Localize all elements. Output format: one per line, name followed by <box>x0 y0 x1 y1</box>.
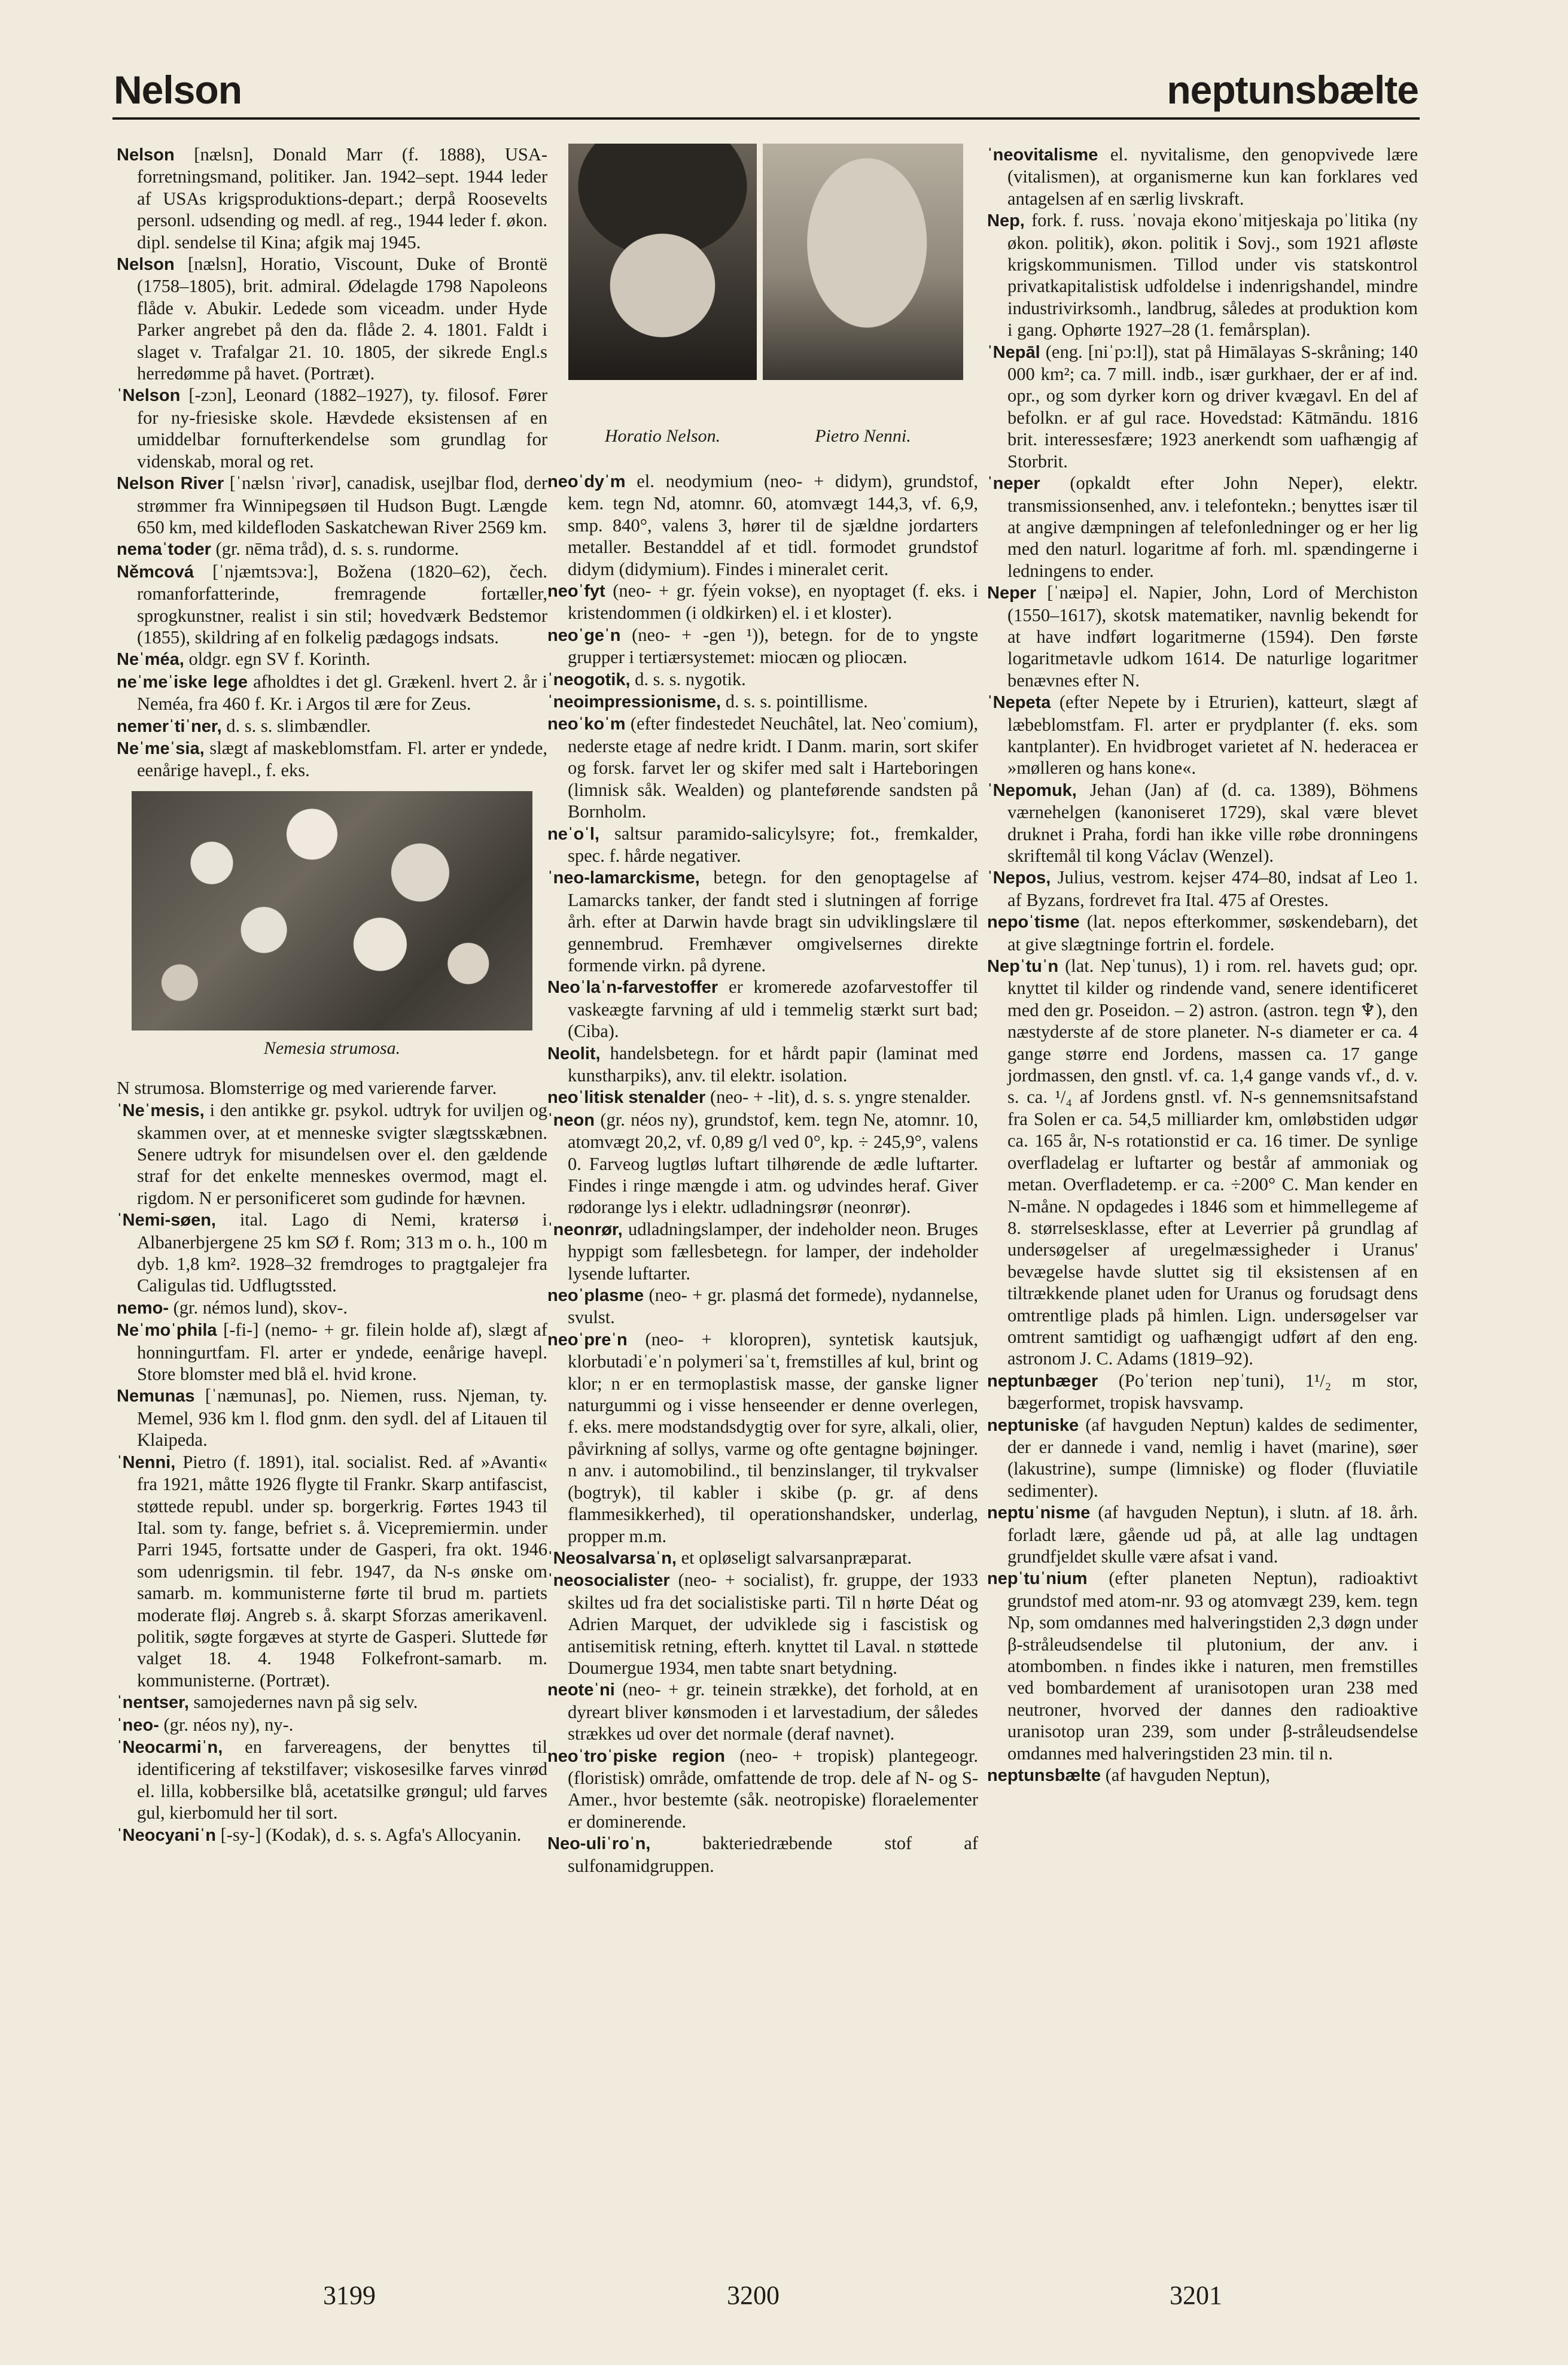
entry-headword: Neo-uliˈroˈn, <box>547 1834 651 1854</box>
dictionary-entry <box>547 1218 978 1284</box>
dictionary-entry <box>117 1736 547 1824</box>
entry-headword: ˈNeocyaniˈn <box>117 1825 216 1845</box>
dictionary-entry <box>987 1501 1418 1567</box>
entry-definition: (neo- + tropisk) plantegeogr. (floristisk) område, omfattende de trop. dele af N- og S-Amer., hvor bestemte (såk. neotropiske) floraelementer er dominerende. <box>568 1745 979 1832</box>
entry-definition: (opkaldt efter John Neper), elektr. transmissionsenhed, anv. i telefontekn.; benyttes især til at angive dæmpningen af telefonledninger og er her lig med den naturl. logaritme af forh. ml. spændingerne i ledningens to ender. <box>1007 473 1418 581</box>
dictionary-entry <box>547 1745 978 1833</box>
entry-headword: neˈoˈl, <box>547 824 599 844</box>
column-2 <box>547 470 978 1877</box>
entry-definition: d. s. s. nygotik. <box>635 668 746 689</box>
entry-definition: bakteriedræbende stof af sulfonamidgruppen. <box>568 1833 978 1876</box>
entry-headword: Nepˈtuˈn <box>987 957 1059 977</box>
dictionary-entry <box>117 472 547 538</box>
dictionary-entry <box>117 1385 547 1451</box>
pietro-nenni-portrait <box>763 144 963 380</box>
entry-headword: ˈNeosalvarsaˈn, <box>547 1548 677 1568</box>
entry-definition: [-fi-] (nemo- + gr. filein holde af), slægt af honningurtfam. Fl. arter er yndede, eenårige havepl. Store blomster med blå el. hvid krone. <box>137 1320 548 1385</box>
entry-headword: nemo- <box>117 1298 169 1318</box>
dictionary-entry <box>987 691 1418 779</box>
entry-definition: [nælsn], Donald Marr (f. 1888), USA-forretningsmand, politiker. Jan. 1942–sept. 1944 leder af USAs krigsproduktions-depart.; derpå Roosevelts personl. udsending og medl. af reg., 1944 leder f. økon. dipl. sendelse til Kina; afgik maj 1945. <box>137 144 547 253</box>
dictionary-entry <box>987 1764 1418 1786</box>
entry-headword: ˈneosocialister <box>547 1571 670 1591</box>
dictionary-entry <box>547 867 978 976</box>
entry-definition: udladningslamper, der indeholder neon. Bruges hyppigt som fællesbetegn. for lamper, der indeholder lysende luftarter. <box>568 1218 978 1284</box>
dictionary-entry <box>117 671 547 715</box>
entry-definition: slægt af maskeblomstfam. Fl. arter er yndede, eenårige havepl., f. eks. <box>137 737 547 781</box>
dictionary-entry <box>987 1414 1418 1502</box>
dictionary-entry <box>117 648 547 670</box>
nemesia-figure <box>117 791 547 1072</box>
entry-definition: [ˈnjæmtsɔva:], Božena (1820–62), čech. romanforfatterinde, fremragende fortæller, sprogkunstner, realist i sin stil; hovedværk Bedstemor (1855), skildring af en folkelig pædagogs indsats. <box>137 561 547 648</box>
entry-definition: [-sy-] (Kodak), d. s. s. Agfa's Allocyanin. <box>220 1824 522 1845</box>
entry-headword: neoˈlitisk stenalder <box>547 1088 706 1108</box>
entry-definition: i den antikke gr. psykol. udtryk for uviljen og skammen over, at et menneske svigter slægtsskæbnen. Senere udtryk for misundelsen over el. den gældende straf for det enkelte menneskes overmod, magt el. rigdom. N er personificeret som gudinde for hævnen. <box>137 1100 548 1208</box>
dictionary-entry <box>547 1832 978 1877</box>
entry-definition: (neo- + gr. teinein strække), det forhold, at en dyreart bliver kønsmoden i et larvestadium, der således strækkes ud over det normale (deraf navnet). <box>568 1679 978 1744</box>
nemesia-photo <box>132 791 532 1030</box>
entry-definition: oldgr. egn SV f. Korinth. <box>188 649 371 670</box>
entry-headword: ˈneper <box>987 474 1040 494</box>
column-3 <box>987 144 1418 1786</box>
dictionary-entry <box>117 1451 547 1691</box>
dictionary-entry <box>987 209 1418 341</box>
nenni-caption: Pietro Nenni. <box>815 426 911 446</box>
dictionary-entry <box>547 1086 978 1108</box>
entry-definition: (gr. némos lund), skov-. <box>173 1297 348 1318</box>
entry-definition: (af havguden Neptun), <box>1105 1765 1270 1786</box>
entry-headword: neoˈdyˈm <box>547 472 626 491</box>
entry-headword: neptunbæger <box>987 1371 1098 1391</box>
entry-definition: (neo- + gr. plasmá det formede), nydannelse, svulst. <box>568 1285 979 1328</box>
entry-headword: nepˈtuˈnium <box>987 1569 1088 1589</box>
dictionary-entry <box>117 561 547 649</box>
entry-headword: nemaˈtoder <box>117 540 211 560</box>
dictionary-entry <box>547 668 978 691</box>
entry-definition: ital. Lago di Nemi, kratersø i Albanerbjergene 25 km SØ f. Rom; 313 m o. h., 100 m dyb. 1,8 km². 1928–32 fremdroges to pragtgalejer fra Caligulas tid. Udflugtssted. <box>137 1209 547 1296</box>
dictionary-entry <box>987 1370 1418 1414</box>
entry-headword: Nelson <box>117 145 175 165</box>
dictionary-entry <box>987 472 1418 582</box>
entry-headword: Němcová <box>117 562 194 582</box>
entry-definition: el. neodymium (neo- + didym), grundstof, kem. tegn Nd, atomnr. 60, atomvægt 144,3, vf. 6,9, smp. 840°, valens 3, hører til de sjældne jordarters metaller. Bestanddel af et tidl. formodet grundstof didym (didymium). Findes i mineralet cerit. <box>568 471 978 579</box>
entry-headword: ˈNelson <box>117 386 181 406</box>
dictionary-entry <box>987 582 1418 691</box>
entry-headword: ˈNepeta <box>987 693 1051 713</box>
entry-headword: Neoˈlaˈn-farvestoffer <box>547 978 718 998</box>
horatio-nelson-portrait <box>568 144 757 380</box>
entry-definition: Jehan (Jan) af (d. ca. 1389), Böhmens værnehelgen (kanoniseret 1729), skal være blevet druknet i Praha, fordi han ikke ville røbe dronningens skriftemål til kong Václav (Wenzel). <box>1007 779 1418 866</box>
dictionary-entry <box>987 911 1418 955</box>
entry-definition: (gr. nēma tråd), d. s. s. rundorme. <box>215 539 459 560</box>
entry-headword: ˈneogotik, <box>547 670 631 689</box>
entry-headword: neptunsbælte <box>987 1766 1101 1786</box>
horatio-caption: Horatio Nelson. <box>604 426 721 446</box>
entry-definition: [ˈnælsn ˈrivər], canadisk, usejlbar flod, der strømmer fra Winnipegsøen til Hudson Bugt. Længde 650 km, med kildefloden Saskatchewan River 2569 km. <box>137 473 548 537</box>
dictionary-entry <box>987 144 1418 209</box>
entry-headword: ˈNepomuk, <box>987 780 1077 800</box>
dictionary-entry <box>547 580 978 624</box>
entry-definition: d. s. s. pointillisme. <box>725 691 868 712</box>
dictionary-entry <box>547 976 978 1042</box>
dictionary-entry <box>117 1714 547 1736</box>
entry-headword: neoˈplasme <box>547 1286 644 1306</box>
page-number-middle: 3200 <box>727 2281 780 2310</box>
running-head-right: neptunsbælte <box>1167 68 1418 112</box>
entry-definition: (neo- + socialist), fr. gruppe, der 1933 skiltes ud fra det socialistiske parti. Til n hørte Déat og Adrien Marquet, der udviklede sig i fascistisk og antisemitisk retning, efterh. knyttet til Laval. n støttede Doumergue 1934, men tabte snart betydning. <box>568 1570 979 1678</box>
dictionary-entry <box>117 1077 547 1099</box>
dictionary-entry <box>117 1297 547 1319</box>
entry-definition: [ˈnæipə] el. Napier, John, Lord of Merchiston (1550–1617), skotsk matematiker, navnlig bekendt for at have indført logaritmerne (1594). Den første logaritmetavle udkom 1614. De naturlige logaritmer benævnes efter N. <box>1007 582 1418 691</box>
entry-headword: neptuniske <box>987 1415 1079 1435</box>
entry-definition: (lat. nepos efterkommer, søskendebarn), det at give slægtninge fortrin el. fordele. <box>1007 911 1418 954</box>
nemesia-caption: Nemesia strumosa. <box>263 1038 401 1058</box>
entry-definition: Pietro (f. 1891), ital. socialist. Red. af »Avanti« fra 1921, måtte 1926 flygte til Frankr. Skarp antifascist, støttede republ. under sp. borgerkrig. Førtes 1943 til Ital. som ty. fange, befriet s. å. Vicepremiermin. under Parri 1945, fortsatte under de Gasperi, fra okt. 1946 som udenrigsmin. til febr. 1947, da N-s ønske om samarb. m. kommunisterne førte til brud m. partiets moderate fløj. Angreb s. å. skarpt Sforzas amerikavenl. politik, søgte forgæves at styrte de Gasperi. Sluttede før valget 18. 4. 1948 Folkefront-samarb. m. kommunisterne. (Portræt). <box>137 1451 548 1691</box>
dictionary-entry <box>117 1319 547 1385</box>
dictionary-entry <box>987 341 1418 472</box>
dictionary-entry <box>117 1099 547 1209</box>
dictionary-entry <box>547 624 978 668</box>
dictionary-entry <box>547 823 978 867</box>
entry-headword: Nelson River <box>117 474 224 494</box>
entry-definition: (neo- + -lit), d. s. s. yngre stenalder. <box>710 1087 971 1108</box>
entry-headword: ˈNemi-søen, <box>117 1211 216 1230</box>
entry-definition: (af havguden Neptun) kaldes de sedimenter, der er dannede i vand, nemlig i havet (marine), søer (lakustrine), sumpe (limniske) og floder (fluviatile sedimenter). <box>1007 1414 1418 1501</box>
entry-definition: (neo- + -gen ¹)), betegn. for de to yngste grupper i tertiærsystemet: miocæn og pliocæn. <box>568 624 978 668</box>
entry-headword: Neper <box>987 583 1037 603</box>
entry-definition: (efter Nepete by i Etrurien), katteurt, slægt af læbeblomstfam. Fl. arter er prydplanter (f. eks. som kantplanter). En hvidbroget varietet af N. hederacea er »mølleren og hans kone«. <box>1007 692 1418 779</box>
dictionary-entry <box>117 384 547 472</box>
entry-definition: (Poˈterion nepˈtuni), 1¹/₂ m stor, bægerformet, tropisk havsvamp. <box>1007 1370 1418 1413</box>
entry-headword: neoteˈni <box>547 1680 615 1700</box>
entry-definition: (eng. [niˈpɔ:l]), stat på Himālayas S-skråning; 140 000 km²; ca. 7 mill. indb., især gurkhaer, der er af ind. opr., og som dyrker korn og driver kvægavl. En del af befolkn. er af gul race. Hovedstad: Kātmāndu. 1816 brit. interessesfære; 1923 anerkendt som uafhængig af Storbrit. <box>1007 341 1418 472</box>
entry-definition: d. s. s. slimbændler. <box>226 715 371 736</box>
entry-headword: ˈneonrør, <box>547 1220 623 1239</box>
dictionary-entry <box>547 713 978 822</box>
entry-headword: neoˈkoˈm <box>547 715 626 734</box>
entry-headword: ˈNeˈmesis, <box>117 1101 205 1121</box>
entry-headword: neoˈgeˈn <box>547 625 621 645</box>
dictionary-entry <box>987 955 1418 1370</box>
entry-headword: Nep, <box>987 211 1025 231</box>
entry-headword: ˈneon <box>547 1110 595 1130</box>
entry-definition: samojedernes navn på sig selv. <box>193 1692 418 1713</box>
dictionary-entry <box>117 1691 547 1713</box>
dictionary-entry <box>547 470 978 580</box>
dictionary-entry <box>987 867 1418 911</box>
dictionary-entry <box>547 1329 978 1547</box>
dictionary-entry <box>547 1284 978 1329</box>
entry-definition: (gr. néos ny), ny-. <box>163 1714 294 1735</box>
entry-headword: ˈneo-lamarckisme, <box>547 868 700 888</box>
entry-headword: nemerˈtiˈner, <box>117 716 222 736</box>
entry-headword: neptuˈnisme <box>987 1503 1091 1523</box>
entry-definition: afholdtes i det gl. Grækenl. hvert 2. år i Neméa, fra 460 f. Kr. i Argos til ære for Zeus. <box>137 671 547 715</box>
entry-definition: (neo- + gr. fýein vokse), en nyoptaget (f. eks. i kristendommen (i oldkirken) el. i et kloster). <box>568 580 979 624</box>
entry-headword: ˈNenni, <box>117 1452 176 1472</box>
dictionary-entry <box>117 1209 547 1297</box>
entry-headword: ˈNeocarmiˈn, <box>117 1737 223 1757</box>
dictionary-entry <box>987 779 1418 867</box>
dictionary-entry <box>117 737 547 782</box>
entry-headword: Neˈméa, <box>117 650 184 670</box>
page-number-left: 3199 <box>323 2281 376 2310</box>
running-head-left: Nelson <box>114 68 242 112</box>
entry-definition: [nælsn], Horatio, Viscount, Duke of Brontë (1758–1805), brit. admiral. Ødelagde 1798 Napoleons flåde v. Abukir. Ledede som viceadm. under Hyde Parker angrebet på den da. flåde 2. 4. 1801. Faldt i slaget v. Trafalgar 21. 10. 1805, der sikrede Engl.s herredømme på havet. (Portræt). <box>137 254 548 384</box>
entry-definition: betegn. for den genoptagelse af Lamarcks tanker, der fandt sted i slutningen af forrige årh. efter at Darwin havde bragt sin udviklingslære til gennembrud. Fremhæver omgivelsernes direkte formende virkn. på dyrene. <box>568 867 979 975</box>
entry-headword: neoˈfyt <box>547 582 605 601</box>
entry-headword: Neˈmoˈphila <box>117 1321 217 1340</box>
entry-definition: (efter planeten Neptun), radioaktivt grundstof med atom-nr. 93 og atomvægt 239, kem. tegn Np, som omdannes med halveringstiden 2,3 døgn under β-stråleudsendelse til plutonium, der anv. i atombomben. n findes ikke i naturen, men fremstilles ved bombardement af uranisotopen uran 238 med neutroner, hvorved der dannes den radioaktive uranisotop uran 239, som under β-stråleudsendelse omdannes med halveringstiden 23 min. til n. <box>1007 1568 1418 1764</box>
entry-definition: (efter findestedet Neuchâtel, lat. Neoˈcomium), nederste etage af nedre kridt. I Danm. marin, sort skifer og forsk. farvet ler og skifer med salt i Harteboringen (limnisk såk. Wealden) og planteførende sandsten på Bornholm. <box>568 713 979 822</box>
dictionary-entry <box>117 538 547 560</box>
entry-definition: er kromerede azofarvestoffer til vaskeægte farvning af uld i temmelig stærkt surt bad; (Ciba). <box>568 977 978 1042</box>
dictionary-entry <box>547 691 978 713</box>
dictionary-entry <box>117 144 547 253</box>
entry-headword: ˈneovitalisme <box>987 145 1098 165</box>
entry-definition: (lat. Nepˈtunus), 1) i rom. rel. havets gud; opr. knyttet til kilder og rindende vand, senere identificeret med den gr. Poseidon. – 2) astron. (astron. tegn ♆), den næstyderste af de store planeter. N-s diameter er ca. 4 gange større end Jordens, massen ca. 17 gange jordmassen, den gnstl. vf. ca. 1,4 gange vands vf., d. v. s. ca. ¹/₄ af Jordens gnstl. vf. N-s gennemsnitsafstand fra Solen er ca. 54,5 milliarder km, omløbstiden udgør ca. 165 år, N-s rotationstid er ca. 16 timer. De synlige overfladelag er luftarter og består af ammoniak og metan. Overfladetemp. er ca. ÷200° C. Man kender en N-måne. N opdagedes i 1846 som et himmellegeme af 8. størrelsesklasse, efter at Leverrier på grundlag af undersøgelser af uregelmæssigheder i Uranus' bevægelse havde sluttet sig til eksistensen af en tiltrækkende planet uden for Uranus og forudsagt dens omtrentlige plads på himlen. Lign. undersøgelser var omtrent samtidigt og uafhængigt udført af den eng. astronom J. C. Adams (1819–92). <box>1007 956 1418 1369</box>
entry-headword: ˈneo- <box>117 1715 159 1735</box>
entry-headword: ˈNepos, <box>987 868 1051 888</box>
dictionary-entry <box>117 1824 547 1846</box>
entry-definition: N strumosa. Blomsterrige og med varierende farver. <box>117 1077 497 1098</box>
entry-headword: ˈNepāl <box>987 342 1040 362</box>
entry-definition: (gr. néos ny), grundstof, kem. tegn Ne, atomnr. 10, atomvægt 20,2, vf. 0,89 g/l ved 0°, kp. ÷ 245,9°, valens 0. Farveog lugtløs luftart tilhørende de ædle luftarter. Findes i ringe mængde i atm. og udvindes heraf. Giver rødorange lys i elektr. udladningsrør (neonrør). <box>568 1109 979 1218</box>
entry-definition: et opløseligt salvarsanpræparat. <box>681 1547 912 1568</box>
page-number-right: 3201 <box>1170 2281 1222 2310</box>
dictionary-entry <box>547 1569 978 1679</box>
entry-headword: Nelson <box>117 255 175 275</box>
entry-definition: handelsbetegn. for et hårdt papir (laminat med kunstharpiks), anv. til elektr. isolation. <box>568 1042 979 1086</box>
dictionary-entry <box>117 715 547 737</box>
dictionary-entry <box>547 1547 978 1569</box>
entry-definition: (af havguden Neptun), i slutn. af 18. årh. forladt lære, gående ud på, at alle lag undtagen grundfjeldet skulle være afsat i vand. <box>1007 1502 1418 1567</box>
dictionary-entry <box>987 1567 1418 1764</box>
dictionary-entry <box>547 1042 978 1087</box>
entry-headword: neˈmeˈiske lege <box>117 672 248 692</box>
header-rule <box>112 117 1420 120</box>
entry-headword: neoˈpreˈn <box>547 1330 628 1349</box>
entry-headword: Nemunas <box>117 1387 195 1406</box>
entry-headword: Neolit, <box>547 1044 601 1063</box>
entry-definition: saltsur paramido-salicylsyre; fot., fremkalder, spec. f. hårde negativer. <box>568 823 978 866</box>
entry-definition: en farvereagens, der benyttes til identificering af tekstilfaver; viskosesilke farves vinrød el. lilla, kobbersilke blå, acetatsilke grøngul; uld farves gul, kierbomuld her til sort. <box>137 1736 547 1823</box>
entry-headword: ˈnentser, <box>117 1693 189 1713</box>
entry-headword: ˈneoimpressionisme, <box>547 692 721 712</box>
entry-headword: nepoˈtisme <box>987 913 1080 932</box>
entry-definition: [ˈnæmunas], po. Niemen, russ. Njeman, ty. Memel, 936 km l. flod gnm. den sydl. del af Litauen til Klaipeda. <box>137 1385 548 1451</box>
dictionary-entry <box>547 1679 978 1744</box>
column-1 <box>117 144 547 1846</box>
entry-definition: [-zɔn], Leonard (1882–1927), ty. filosof. Fører for ny-friesiske skole. Hævdede eksistensen af en umiddelbar fornufterkendelse som grundlag for videnskab, moral og ret. <box>137 385 547 472</box>
entry-headword: Neˈmeˈsia, <box>117 738 205 758</box>
dictionary-entry <box>547 1109 978 1218</box>
entry-definition: el. nyvitalisme, den genopvivede lære (vitalismen), at organismerne kun kan forklares ved antagelsen af en særlig livskraft. <box>1007 144 1418 209</box>
entry-definition: fork. f. russ. ˈnovaja ekonoˈmitjeskaja poˈlitika (ny økon. politik), økon. politik i Sovj., som 1921 afløste krigskommunismen. Tillod under vis statskontrol privatkapitalistisk udfoldelse i indenrigshandel, mindre industrivirksomh., landbrug, således at produktion kom i gang. Ophørte 1927–28 (1. femårsplan). <box>1007 210 1418 341</box>
entry-definition: Julius, vestrom. kejser 474–80, indsat af Leo 1. af Byzans, fordrevet fra Ital. 475 af Orestes. <box>1007 867 1418 910</box>
entry-definition: (neo- + kloropren), syntetisk kautsjuk, klorbutadiˈeˈn polymeriˈsaˈt, fremstilles af kul, brint og klor; n er en termoplastisk masse, der ganske ligner naturgummi og i visse henseender er denne overlegen, f. eks. mere modstandsdygtig over for syre, alkali, olier, påvirkning af sollys, varme og ofte gentagne bøjninger. n anv. i automobilind., til benzinslanger, til trykvalser (bogtryk), til kabler i skibe (p. gr. af dens flammesikkerhed), til operationshandsker, underlag, propper m.m. <box>568 1329 979 1546</box>
dictionary-entry <box>117 253 547 384</box>
entry-headword: neoˈtroˈpiske region <box>547 1746 725 1766</box>
